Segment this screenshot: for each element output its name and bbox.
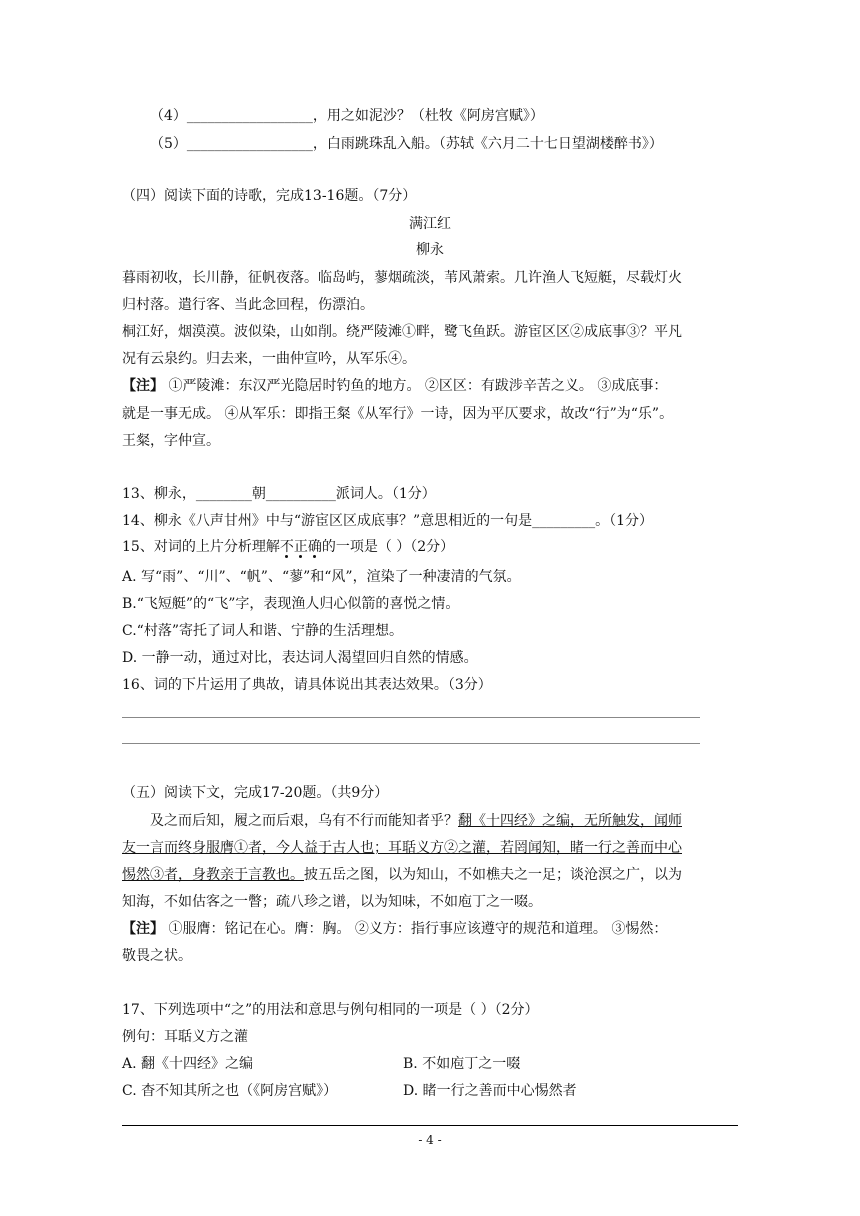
emphasis-dot-char: 确 — [307, 539, 322, 555]
underlined-passage: 友一言而终身服膺①者，今人益于古人也；耳聒义方②之灌，若罔闻知，睹一行之善而中心 — [122, 840, 682, 856]
emphasis-dot-char: 正 — [293, 539, 308, 555]
recite-q4: （4）__________________，用之如泥沙？（杜牧《阿房宫赋》） — [150, 108, 544, 124]
prose-note-line — [122, 919, 667, 939]
poem-note-line: 就是一事无成。 ④从军乐：即指王粲《从军行》一诗，因为平仄要求，故改“行”为“乐”。 — [122, 406, 674, 422]
poem-note-line — [122, 376, 667, 396]
q15-option-b: B.“飞短艇”的“飞”字，表现渔人归心似箭的喜悦之情。 — [122, 596, 460, 612]
poem-line: 桐江好，烟漠漠。波似染，山如削。绕严陵滩①畔，鹭飞鱼跃。游宦区区②成底事③？平凡 — [122, 324, 682, 340]
prose-line — [122, 838, 682, 858]
poem-note-line: 王粲，字仲宣。 — [122, 433, 220, 449]
poem-title: 满江红 — [409, 216, 451, 232]
q15-option-d: D. 一静一动，通过对比，表达词人渴望回归自然的情感。 — [122, 650, 478, 666]
q15-stem-start: 15、对词的上片分析理解 — [122, 539, 280, 555]
underlined-passage: 翻《十四经》之编，无所触发，闻师 — [458, 813, 682, 829]
q15-option-c: C.“村落”寄托了词人和谐、宁静的生活理想。 — [122, 623, 403, 639]
poem-line: 暮雨初收，长川静，征帆夜落。临岛屿，蓼烟疏淡，苇风萧索。几许渔人飞短艇，尽载灯火 — [122, 270, 682, 286]
note-text: ①严陵滩：东汉严光隐居时钓鱼的地方。 ②区区：有跋涉辛苦之义。 ③成底事： — [164, 378, 668, 394]
poem-author: 柳永 — [416, 242, 444, 258]
poem-line: 归村落。遣行客、当此念回程，伤漂泊。 — [122, 297, 374, 313]
note-label: 【注】 — [122, 921, 164, 937]
prose-line: 知海，不如估客之一瞥；疏八珍之谱，以为知味，不如庖丁之一啜。 — [122, 894, 542, 910]
q17-option-a: A. 翻《十四经》之编 — [122, 1056, 254, 1072]
poem-line: 况有云泉约。归去来，一曲仲宣吟，从军乐④。 — [122, 351, 416, 367]
question-15 — [122, 537, 454, 557]
q15-stem-end: 的一项是（ ）（2分） — [321, 539, 455, 555]
prose-text: 及之而后知，履之而后艰，乌有不行而能知者乎？ — [150, 813, 458, 829]
answer-line — [122, 717, 700, 718]
footer-rule — [122, 1125, 738, 1126]
q17-option-b: B. 不如庖丁之一啜 — [403, 1056, 521, 1072]
q17-option-c: C. 杳不知其所之也（《阿房宫赋》） — [122, 1083, 338, 1099]
underlined-passage: 惕然③者，身教亲于言教也。 — [122, 867, 304, 883]
question-14: 14、柳永《八声甘州》中与“游宦区区成底事？”意思相近的一句是_________。（1分） — [122, 513, 654, 529]
poem-section-heading: （四）阅读下面的诗歌，完成13-16题。（7分） — [122, 188, 417, 204]
prose-section-heading: （五）阅读下文，完成17-20题。（共9分） — [122, 785, 389, 801]
page-number: - 4 - — [418, 1133, 442, 1147]
prose-line — [122, 865, 682, 885]
emphasis-dot-char: 不 — [279, 539, 294, 555]
question-13: 13、柳永，________朝__________派词人。（1分） — [122, 486, 436, 502]
question-16: 16、词的下片运用了典故，请具体说出其表达效果。（3分） — [122, 677, 492, 693]
prose-note-line: 敬畏之状。 — [122, 948, 192, 964]
q17-option-d: D. 睹一行之善而中心惕然者 — [403, 1083, 577, 1099]
prose-text: 披五岳之图，以为知山，不如樵夫之一足；谈沧溟之广，以为 — [304, 867, 682, 883]
answer-line — [122, 743, 700, 744]
recite-q5: （5）__________________，白雨跳珠乱入船。（苏轼《六月二十七日望湖楼醉书》） — [150, 136, 663, 152]
q17-example: 例句：耳聒义方之灌 — [122, 1029, 248, 1045]
note-label: 【注】 — [122, 378, 164, 394]
question-17: 17、下列选项中“之”的用法和意思与例句相同的一项是（ ）（2分） — [122, 1002, 539, 1018]
note-text: ①服膺：铭记在心。膺：胸。 ②义方：指行事应该遵守的规范和道理。 ③惕然： — [164, 921, 668, 937]
q15-option-a: A. 写“雨”、“川”、“帆”、“蓼”和“风”，渲染了一种凄清的气氛。 — [122, 569, 521, 585]
prose-line — [150, 811, 682, 831]
